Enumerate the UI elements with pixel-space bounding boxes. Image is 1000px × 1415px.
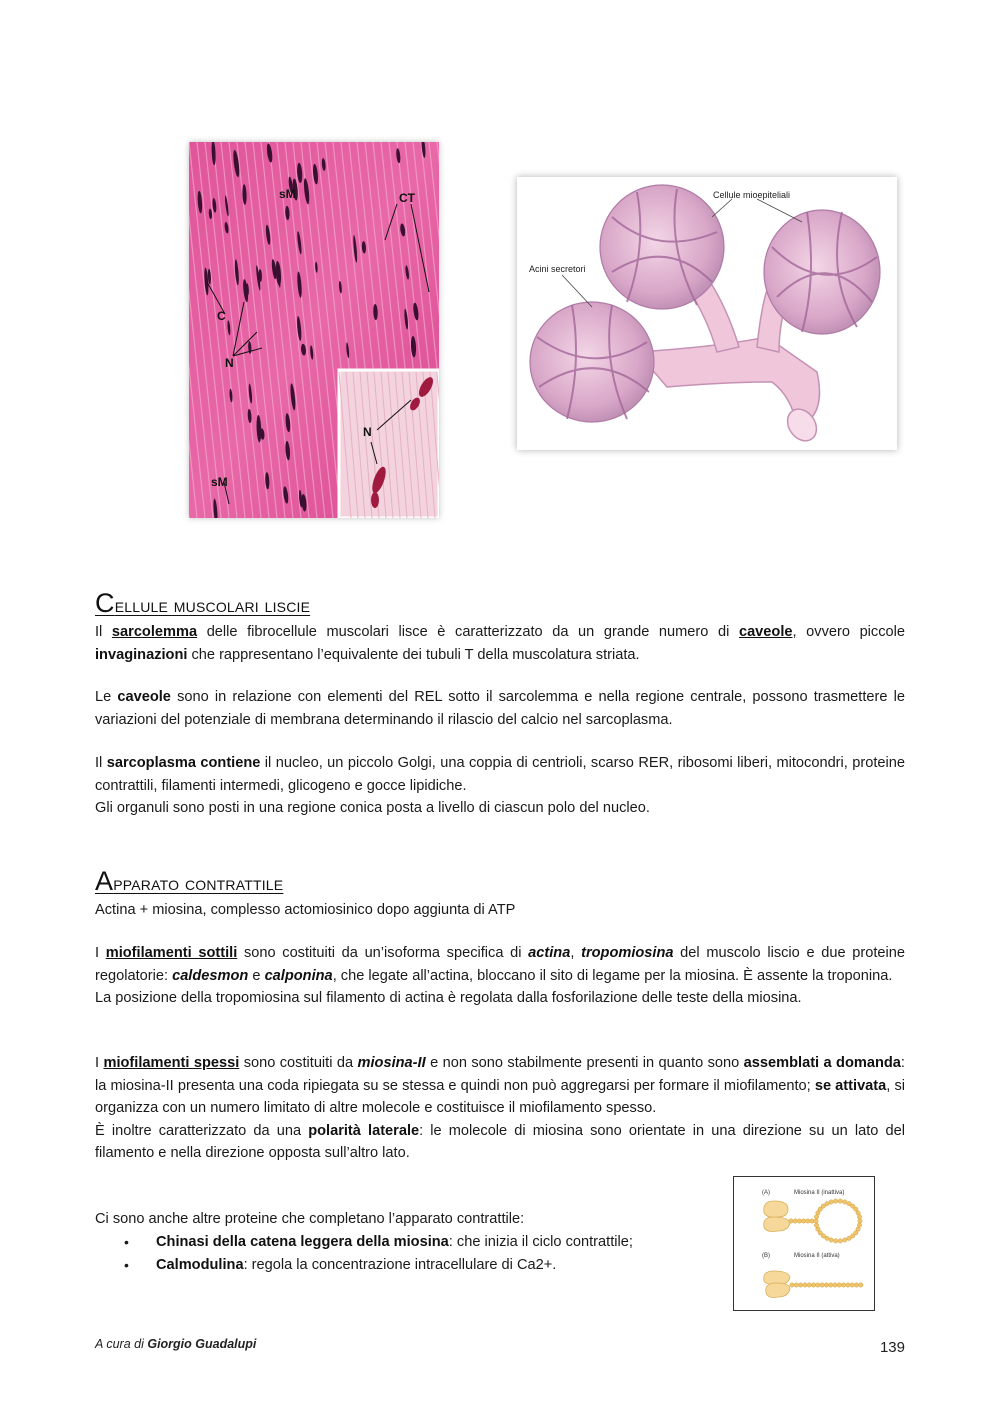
label-n-inset: N (363, 425, 372, 439)
label-b: (B) (762, 1253, 770, 1259)
bullet-icon: • (124, 1234, 129, 1250)
paragraph-sarcolemma: Il sarcolemma delle fibrocellule muscolari lisce è caratterizzato da un grande numero di caveole, ovvero piccole invaginazioni che rappresentano l’equivalente dei tubuli T della muscolatura striata. (95, 624, 905, 663)
footer-author: A cura di Giorgio Guadalupi (95, 1337, 257, 1351)
gland-acini-diagram (517, 177, 897, 450)
paragraph-actomiosina: Actina + miosina, complesso actomiosinico dopo aggiunta di ATP (95, 902, 516, 918)
paragraph-sarcoplasma: Il sarcoplasma contiene il nucleo, un piccolo Golgi, una coppia di centrioli, scarso RER, ribosomi liberi, mitocondri, proteine contrattili, filamenti intermedi, glicogeno e gocce lipidiche. Gli organuli sono posti in una regione conica posta a livello di ciascun polo del nucleo. (95, 755, 905, 817)
list-item: • Chinasi della catena leggera della miosina: che inizia il ciclo contrattile; (120, 1231, 633, 1254)
paragraph-caveole: Le caveole sono in relazione con elementi del REL sotto il sarcolemma e nella regione centrale, possono trasmettere le variazioni del potenziale di membrana determinando il rilascio del calcio nel sarcoplasma. (95, 689, 905, 728)
label-ct: CT (399, 191, 415, 205)
bullet-icon: • (124, 1256, 129, 1273)
histology-micrograph (189, 142, 439, 518)
protein-list (120, 1231, 633, 1276)
section-title-cellule-muscolari: Cellule muscolari liscie (95, 588, 311, 618)
label-miosina-attiva: Miosina II (attiva) (794, 1253, 840, 1259)
label-miosina-inattiva: Miosina II (inattiva) (794, 1190, 845, 1196)
label-a: (A) (762, 1190, 770, 1196)
page-number: 139 (879, 1339, 905, 1356)
section-title-apparato-contrattile: Apparato contrattile (95, 866, 284, 896)
label-c: C (217, 309, 226, 323)
paragraph-miofilamenti-sottili: I miofilamenti sottili sono costituiti da un’isoforma specifica di actina, tropomiosina del muscolo liscio e due proteine regolatorie: caldesmon e calponina, che legate all’actina, bloccano il sito di legame per la miosina. È assente la troponina. La posizione della tropomiosina sul filamento di actina è regolata dalla fosforilazione delle teste della miosina. (95, 945, 906, 1007)
myosin-ii-diagram (733, 1176, 875, 1311)
paragraph-altre-proteine: Ci sono anche altre proteine che completano l’apparato contrattile: (95, 1211, 525, 1227)
label-n: N (225, 356, 234, 370)
label-acini-secretori: Acini secretori (529, 264, 586, 274)
label-sm-top: sM (279, 187, 296, 201)
label-sm-bottom: sM (211, 475, 228, 489)
paragraph-miofilamenti-spessi: I miofilamenti spessi sono costituiti da miosina-II e non sono stabilmente presenti in quanto sono assemblati a domanda: la miosina-II presenta una coda ripiegata su se stessa e quindi non può aggregarsi per formare il miofilamento; se attivata, si organizza con un numero limitato di altre molecole e costituisce il miofilamento spesso. È inoltre caratterizzato da una polarità laterale: le molecole di miosina sono orientate in una direzione su un lato del filamento e nella direzione opposta sull’altro lato. (95, 1055, 905, 1162)
list-item: • Calmodulina: regola la concentrazione intracellulare di Ca2+. (120, 1254, 633, 1277)
label-cellule-mioepiteliali: Cellule mioepiteliali (713, 190, 791, 200)
